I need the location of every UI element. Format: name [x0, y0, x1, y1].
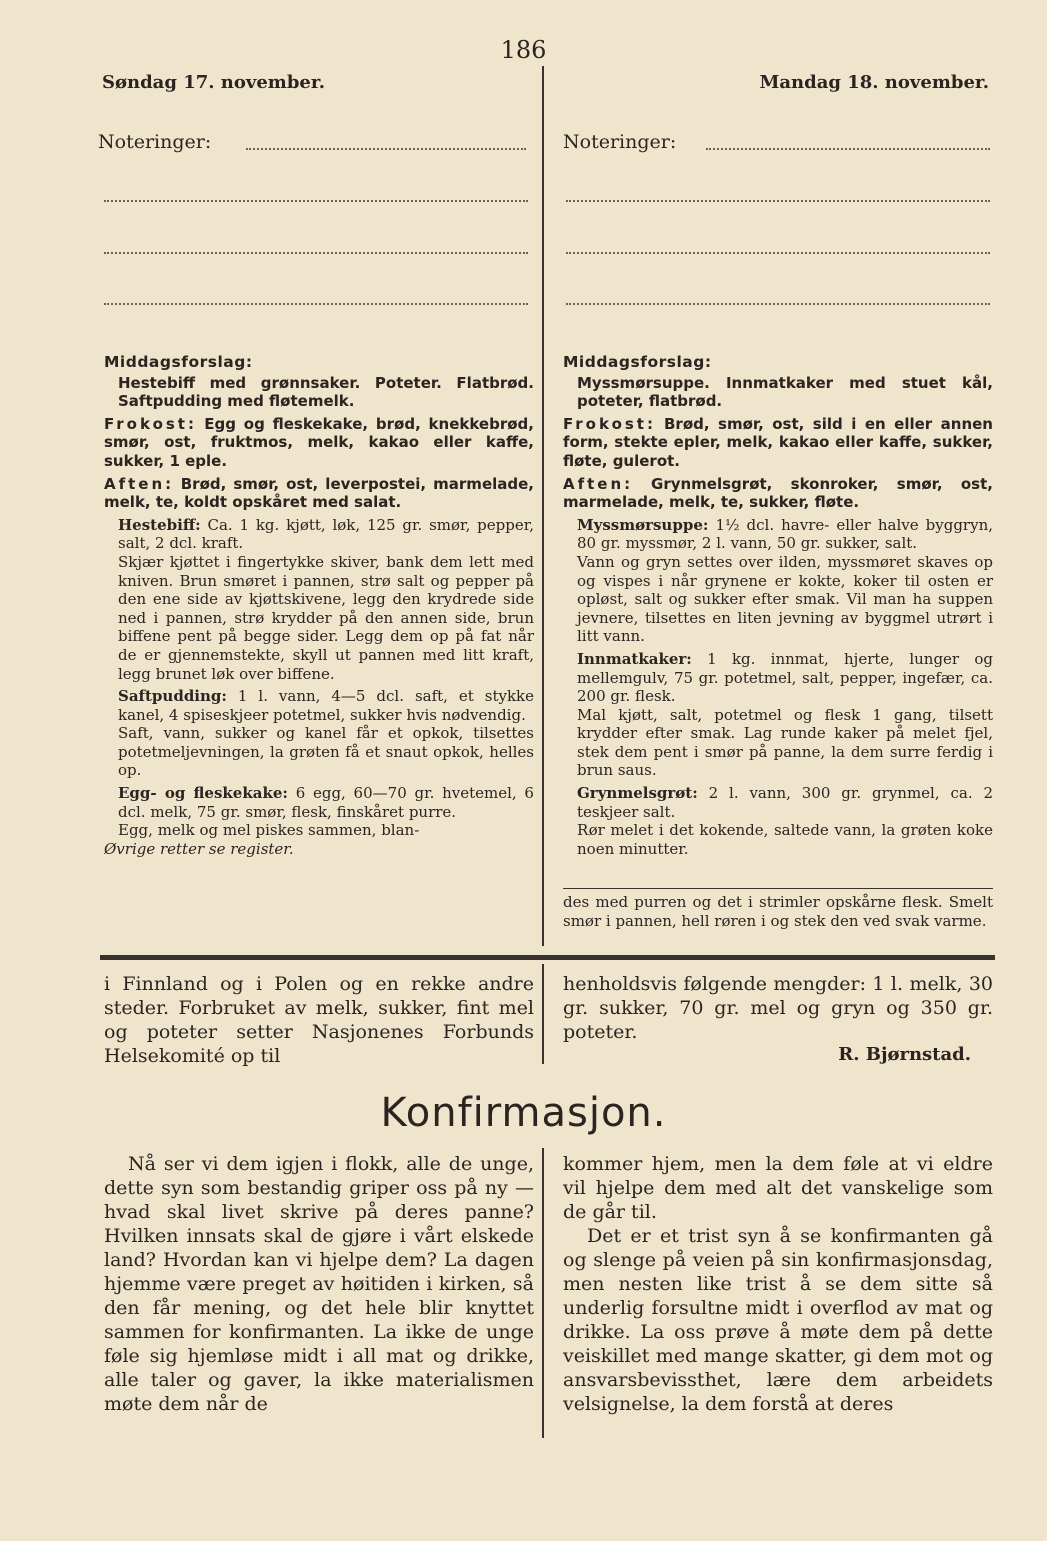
article-continuation-left [104, 972, 534, 1068]
article-paragraph: kommer hjem, men la dem føle at vi eldre vil hjelpe dem med alt det vanskelige som de går til. [563, 1153, 993, 1223]
recipe-continuation [563, 893, 993, 930]
article-body-right [563, 1152, 993, 1416]
article-body-left [104, 1152, 534, 1416]
recipe-myssmorsuppe-method: Vann og gryn settes over ilden, myssmøret skaves op og vispes i når grynene er kokte, koker til osten er opløst, salt og sukker efter smak. Vil man ha suppen jevnere, tilsettes en liten jevning av byggmel utrørt i litt vann. [577, 552, 993, 646]
breakfast-text: Frokost: Brød, smør, ost, sild i en eller annen form, stekte epler, melk, kakao eller kaffe, sukker, fløte, gulerot. [563, 414, 993, 470]
notes-line-right [566, 252, 990, 254]
recipe-grynmelsgrot: Grynmelsgrøt: 2 l. vann, 300 gr. grynmel, ca. 2 teskjeer salt. [577, 784, 993, 821]
breakfast-text: Frokost: Egg og fleskekake, brød, knekkebrød, smør, ost, fruktmos, melk, kakao eller kaffe, sukker, 1 eple. [104, 414, 534, 470]
day-heading-right: Mandag 18. november. [759, 72, 989, 93]
column-rule-bottom [542, 1148, 544, 1438]
recipe-eggkake-method: Egg, melk og mel piskes sammen, blan- [118, 821, 420, 840]
recipe-grynmelsgrot-method: Rør melet i det kokende, saltede vann, la grøten koke noen minutter. [577, 821, 993, 858]
recipe-column-left [104, 353, 534, 858]
column-rule-top [542, 66, 544, 946]
recipe-saftpudding: Saftpudding: 1 l. vann, 4—5 dcl. saft, et stykke kanel, 4 spiseskjeer potetmel, sukker hvis nødvendig. [118, 687, 535, 724]
page-number: 186 [500, 36, 547, 64]
article-text: henholdsvis følgende mengder: 1 l. melk, 30 gr. sukker, 70 gr. mel og gryn og 350 gr. poteter. [563, 973, 993, 1043]
dinner-suggestion-heading: Middagsforslag: [563, 353, 712, 371]
article-text: i Finnland og i Polen og en rekke andre steder. Forbruket av melk, sukker, fint mel og poteter setter Nasjonenes Forbunds Helsekomité op til [104, 973, 534, 1067]
notes-line-left [104, 200, 528, 202]
notes-line-right [566, 303, 990, 305]
recipe-column-right [563, 353, 993, 858]
recipe-hestebiff-method: Skjær kjøttet i fingertykke skiver, bank dem lett med kniven. Brun smøret i pannen, strø salt og pepper på den ene side av kjøttskivene, legg den krydrede side ned i pannen, strø krydder på den annen side, brun biffene pent på begge sider. Legg dem op på fat når de er gjennemstekte, skyll ut pannen med litt kraft, legg brunet løk over biffene. [118, 552, 534, 683]
recipe-continuation-text: des med purren og det i strimler opskårne flesk. Smelt smør i pannen, hell røren i og stek den ved svak varme. [563, 893, 993, 930]
notes-line-right [706, 148, 990, 150]
notes-line-left [104, 303, 528, 305]
recipe-myssmorsuppe: Myssmørsuppe: 1½ dcl. havre- eller halve byggryn, 80 gr. myssmør, 2 l. vann, 50 gr. sukker, salt. [577, 515, 993, 553]
recipe-innmatkaker-method: Mal kjøtt, salt, potetmel og flesk 1 gang, tilsett krydder efter smak. Lag runde kaker på melet fjel, stek dem pent i smør på panne, la dem surre ferdig i brun saus. [577, 705, 993, 780]
article-continuation-right [563, 972, 993, 1044]
notes-line-left [246, 148, 526, 150]
column-rule-middle [542, 964, 544, 1064]
supper-text: Aften: Grynmelsgrøt, skonroker, smør, ost, marmelade, melk, te, sukker, fløte. [563, 474, 993, 512]
dinner-suggestion-heading: Middagsforslag: [104, 353, 253, 371]
supper-text: Aften: Brød, smør, ost, leverpostei, marmelade, melk, te, koldt opskåret med salat. [104, 474, 534, 512]
article-paragraph: Det er et trist syn å se konfirmanten gå og slenge på veien på sin konfirmasjonsdag, men nesten like trist å se dem sitte så underlig forsultne midt i overflod av mat og drikke. La oss prøve å møte dem på dette veiskillet med mange skatter, gi dem mot og ansvarsbevissthet, lære dem arbeidets velsignelse, la dem forstå at deres [563, 1225, 993, 1415]
recipe-hestebiff: Hestebiff: Ca. 1 kg. kjøtt, løk, 125 gr. smør, pepper, salt, 2 dcl. kraft. [118, 515, 534, 553]
continuation-rule [563, 888, 993, 889]
notes-label-right: Noteringer: [563, 131, 677, 153]
recipe-eggkake: Egg- og fleskekake: 6 egg, 60—70 gr. hvetemel, 6 dcl. melk, 75 gr. smør, flesk, finskåret purre. [118, 784, 534, 821]
recipe-innmatkaker: Innmatkaker: 1 kg. innmat, hjerte, lunger og mellemgulv, 75 gr. potetmel, salt, pepper, ingefær, ca. 200 gr. flesk. [577, 649, 993, 706]
dinner-menu: Myssmørsuppe. Innmatkaker med stuet kål, poteter, flatbrød. [577, 373, 993, 411]
day-heading-left: Søndag 17. november. [102, 72, 325, 93]
section-divider [100, 955, 995, 960]
other-dishes-note: Øvrige retter se register. [104, 839, 294, 858]
notes-label-left: Noteringer: [98, 131, 212, 153]
dinner-menu: Hestebiff med grønnsaker. Poteter. Flatbrød. Saftpudding med fløtemelk. [118, 373, 534, 411]
article-paragraph: Nå ser vi dem igjen i flokk, alle de unge, dette syn som bestandig griper oss på ny — hvad skal livet skrive på deres panne? Hvilken innsats skal de gjøre i vårt elskede land? Hvordan kan vi hjelpe dem? La dagen hjemme være preget av høitiden i kirken, så den får mening, og det hele blir knyttet sammen for konfirmanten. La ikke de unge føle sig hjemløse midt i all mat og drikke, alle taler og gaver, la ikke materialismen møte dem når de [104, 1153, 534, 1415]
notes-line-right [566, 200, 990, 202]
notes-line-left [104, 252, 528, 254]
article-title: Konfirmasjon. [380, 1090, 667, 1136]
author-signature: R. Bjørnstad. [838, 1044, 971, 1065]
recipe-saftpudding-method: Saft, vann, sukker og kanel får et opkok, tilsettes potetmeljevningen, la grøten få et snaut opkok, helles op. [118, 724, 534, 780]
